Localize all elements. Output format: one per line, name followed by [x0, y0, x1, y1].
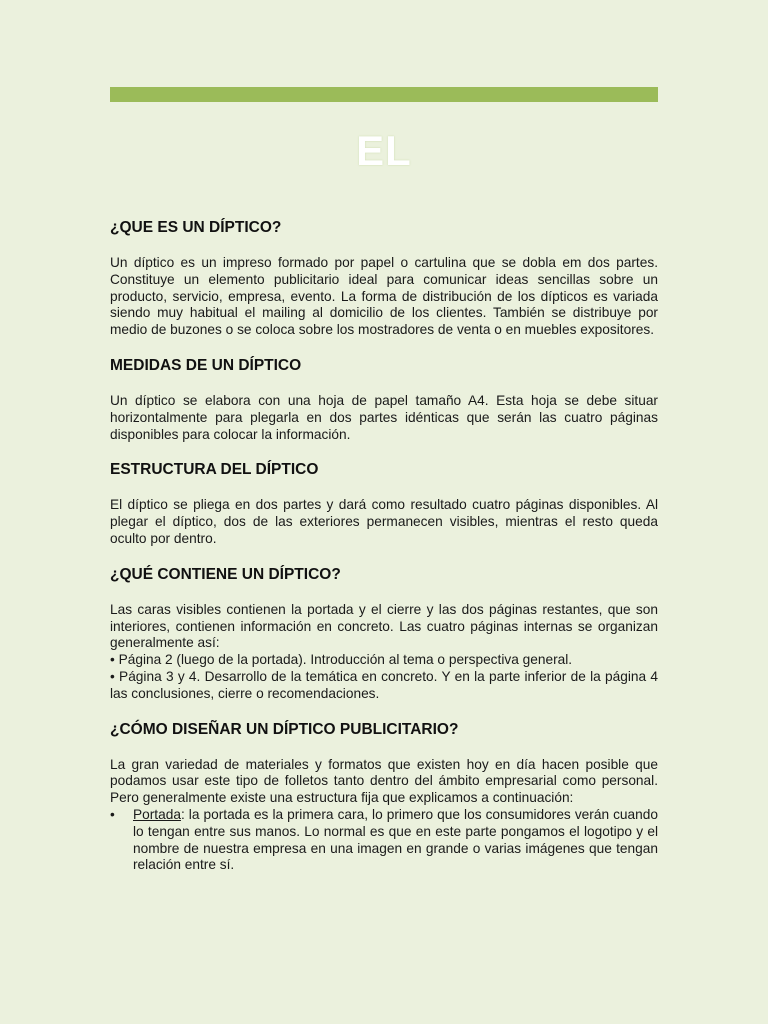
- list-item-text: : la portada es la primera cara, lo primero que los consumidores verán cuando lo tengan entre sus manos. Lo normal es que en este parte pongamos el logotipo y el nombre de nuestra empresa en una imagen en grande o varias imágenes que tengan relación entre sí.: [133, 806, 658, 873]
- list-item: [110, 807, 658, 874]
- section-heading-que-contiene: ¿QUÉ CONTIENE UN DÍPTICO?: [110, 565, 341, 583]
- list-item: • Página 3 y 4. Desarrollo de la temática en concreto. Y en la parte inferior de la página 4 las conclusiones, cierre o recomendaciones.: [110, 668, 658, 701]
- document-title: EL: [356, 127, 412, 174]
- design-steps-list: [110, 807, 658, 874]
- section-body-que-es: Un díptico es un impreso formado por papel o cartulina que se dobla em dos partes. Constituye un elemento publicitario ideal para comunicar ideas sencillas sobre un producto, servicio, empresa, evento. La forma de distribución de los dípticos es variada siendo muy habitual el mailing al domicilio de los clientes. También se distribuye por medio de buzones o se coloca sobre los mostradores de venta o en muebles expositores.: [110, 255, 658, 338]
- section-heading-medidas: MEDIDAS DE UN DÍPTICO: [110, 356, 302, 374]
- section-heading-estructura: ESTRUCTURA DEL DÍPTICO: [110, 461, 319, 479]
- document-content: [110, 218, 658, 874]
- section-body-como-disenar: La gran variedad de materiales y formatos que existen hoy en día hacen posible que podamos usar este tipo de folletos tanto dentro del ámbito empresarial como personal. Pero generalmente existe una estructura fija que explicamos a continuación:: [110, 756, 658, 806]
- section-heading-que-es: ¿QUE ES UN DÍPTICO?: [110, 219, 282, 236]
- list-item-term: Portada: [133, 806, 181, 822]
- section-body-estructura: El díptico se pliega en dos partes y dará como resultado cuatro páginas disponibles. Al plegar el díptico, dos de las exteriores permanecen visibles, mientras el resto queda oculto por dentro.: [110, 497, 658, 546]
- section-body-que-contiene: Las caras visibles contienen la portada y el cierre y las dos páginas restantes, que son interiores, contienen información en concreto. Las cuatro páginas internas se organizan generalmente así:: [110, 601, 658, 651]
- section-heading-como-disenar: ¿CÓMO DISEÑAR UN DÍPTICO PUBLICITARIO?: [110, 720, 459, 738]
- list-item: • Página 2 (luego de la portada). Introducción al tema o perspectiva general.: [110, 652, 573, 668]
- bullet-icon: •: [110, 806, 115, 822]
- section-body-medidas: Un díptico se elabora con una hoja de papel tamaño A4. Esta hoja se debe situar horizontalmente para plegarla en dos partes idénticas que serán las cuatro páginas disponibles para colocar la información.: [110, 392, 658, 442]
- header-accent-bar: [110, 87, 658, 102]
